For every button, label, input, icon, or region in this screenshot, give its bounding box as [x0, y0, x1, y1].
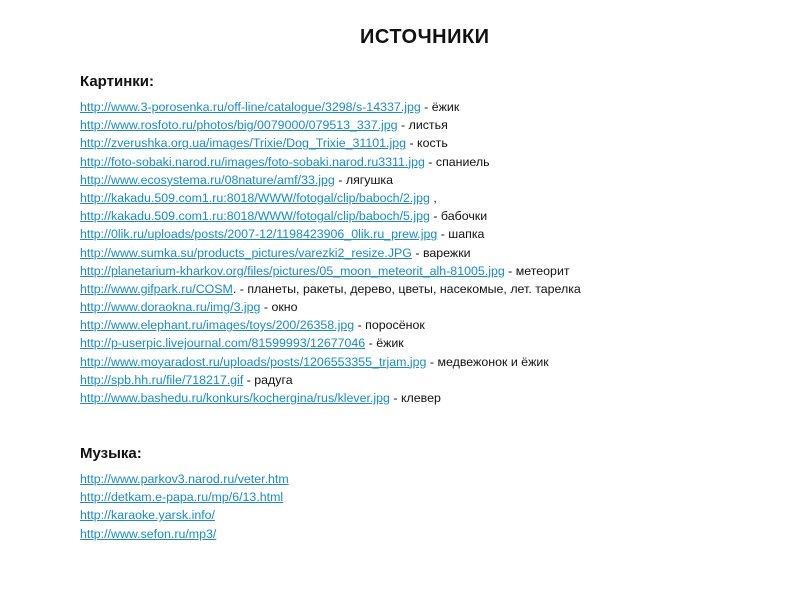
music-link[interactable]: http://detkam.e-papa.ru/mp/6/13.html — [80, 490, 284, 505]
music-link[interactable]: http://karaoke.yarsk.info/ — [80, 508, 215, 523]
source-link[interactable]: http://kakadu.509.com1.ru:8018/WWW/fotogal/clip/baboch/2.jpg — [80, 190, 430, 205]
source-description: - шапка — [437, 227, 485, 242]
music-entry — [80, 470, 780, 488]
source-link[interactable]: http://www.bashedu.ru/konkurs/kochergina/rus/klever.jpg — [80, 391, 390, 405]
music-entry — [80, 525, 780, 543]
music-section — [80, 444, 780, 543]
source-link[interactable]: http://www.gifpark.ru/COSM — [80, 281, 233, 296]
source-entry — [80, 298, 780, 316]
music-link[interactable]: http://www.parkov3.narod.ru/veter.htm — [80, 472, 289, 486]
source-link[interactable]: http://www.doraokna.ru/img/3.jpg — [80, 300, 261, 315]
source-description: - радуга — [243, 372, 293, 387]
source-entry — [80, 316, 780, 334]
source-description: - ёжик — [420, 100, 460, 114]
source-entry — [80, 225, 780, 243]
source-entry — [80, 371, 780, 389]
source-link[interactable]: http://p-userpic.livejournal.com/81599993/12677046 — [80, 336, 366, 351]
source-entry — [80, 262, 780, 280]
source-link[interactable]: http://www.moyaradost.ru/uploads/posts/1206553355_trjam.jpg — [80, 354, 427, 369]
source-description: - клевер — [389, 391, 441, 405]
source-entry — [80, 334, 780, 352]
source-link[interactable]: http://www.elephant.ru/images/toys/200/26358.jpg — [80, 318, 355, 333]
images-heading: Картинки: — [80, 73, 154, 90]
source-description: - спаниель — [424, 154, 490, 169]
source-entry — [80, 189, 780, 207]
music-entry — [80, 488, 780, 506]
source-description: - варежки — [411, 245, 471, 260]
source-description: - окно — [260, 300, 298, 315]
source-entry — [80, 98, 780, 116]
page-title: ИСТОЧНИКИ — [360, 26, 490, 48]
source-link[interactable]: http://www.sumka.su/products_pictures/varezki2_resize.JPG — [80, 245, 412, 260]
source-description: - ёжик — [365, 336, 404, 351]
source-link[interactable]: http://spb.hh.ru/file/718217.gif — [80, 372, 244, 387]
source-entry — [80, 389, 780, 407]
source-link[interactable]: http://0lik.ru/uploads/posts/2007-12/1198423906_0lik.ru_prew.jpg — [80, 227, 438, 242]
music-link[interactable]: http://www.sefon.ru/mp3/ — [80, 526, 217, 541]
source-entry — [80, 244, 780, 262]
source-description: - листья — [397, 118, 448, 133]
source-description: . - планеты, ракеты, дерево, цветы, насекомые, лет. тарелка — [232, 281, 581, 296]
music-entry — [80, 506, 780, 524]
source-entry — [80, 116, 780, 134]
source-link[interactable]: http://foto-sobaki.narod.ru/images/foto-sobaki.narod.ru3311.jpg — [80, 154, 425, 169]
source-description: , — [429, 190, 437, 205]
source-entry — [80, 353, 780, 371]
source-entry — [80, 207, 780, 225]
source-link[interactable]: http://www.ecosystema.ru/08nature/amf/33.jpg — [80, 172, 335, 187]
source-entry — [80, 153, 780, 171]
source-description: - кость — [406, 136, 448, 151]
source-link[interactable]: http://www.3-porosenka.ru/off-line/catalogue/3298/s-14337.jpg — [80, 100, 421, 114]
images-section — [80, 72, 780, 407]
source-link[interactable]: http://www.rosfoto.ru/photos/big/0079000/079513_337.jpg — [80, 118, 398, 133]
source-link[interactable]: http://planetarium-kharkov.org/files/pictures/05_moon_meteorit_alh-81005.jpg — [80, 263, 505, 278]
source-link[interactable]: http://kakadu.509.com1.ru:8018/WWW/fotogal/clip/baboch/5.jpg — [80, 209, 430, 224]
source-entry — [80, 171, 780, 189]
source-link[interactable]: http://zverushka.org.ua/images/Trixie/Dog_Trixie_31101.jpg — [80, 136, 406, 151]
source-entry — [80, 280, 780, 298]
source-description: - медвежонок и ёжик — [426, 354, 549, 369]
source-description: - бабочки — [429, 209, 488, 224]
source-description: - лягушка — [334, 172, 394, 187]
source-entry — [80, 134, 780, 152]
source-description: - метеорит — [504, 263, 570, 278]
source-description: - поросёнок — [354, 318, 425, 333]
music-heading: Музыка: — [80, 445, 142, 462]
